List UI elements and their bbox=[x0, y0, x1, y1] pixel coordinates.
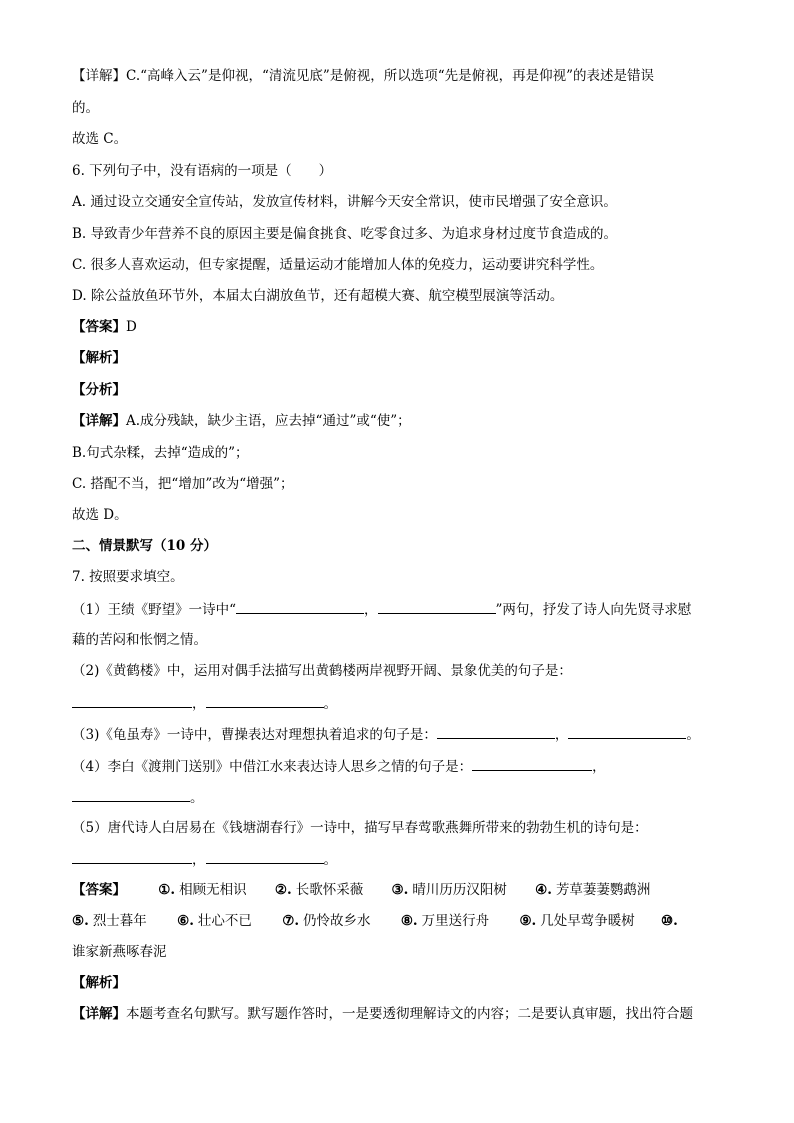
answer-item: ⑥. 壮心不已 bbox=[177, 913, 252, 929]
item-5: （5）唐代诗人白居易在《钱塘湖春行》一诗中，描写早春莺歌燕舞所带来的勃勃生机的诗句是： bbox=[72, 820, 648, 836]
item-1-cont: 藉的苦闷和怅惘之情。 bbox=[72, 632, 207, 648]
text-line: 故选 C。 bbox=[72, 131, 128, 147]
detail-text: A.成分残缺，缺少主语，应去掉“通过”或“使”； bbox=[126, 413, 411, 429]
blank-field[interactable] bbox=[568, 724, 686, 739]
item-3-prefix: （3)《龟虽寿》一诗中，曹操表达对理想执着追求的句子是： bbox=[72, 727, 437, 743]
item-1-suffix: ”两句，抒发了诗人向先贤寻求慰 bbox=[495, 602, 692, 618]
answer-label: 【答案】 bbox=[72, 882, 126, 898]
detail-b: B.句式杂糅，去掉“造成的”； bbox=[72, 445, 249, 461]
question-6: 6. 下列句子中，没有语病的一项是（ ） bbox=[72, 163, 333, 179]
period: 。 bbox=[323, 852, 337, 868]
answer-item: ⑤. 烈士暮年 bbox=[72, 913, 147, 929]
option-d: D. 除公益放鱼环节外，本届太白湖放鱼节，还有超模大赛、航空模型展演等活动。 bbox=[72, 288, 564, 304]
answer-item: ③. 晴川历历汉阳树 bbox=[391, 882, 507, 898]
blank-field[interactable] bbox=[72, 787, 190, 802]
question-7: 7. 按照要求填空。 bbox=[72, 569, 184, 585]
blank-field[interactable] bbox=[472, 756, 592, 771]
item-4-prefix: （4）李白《渡荆门送别》中借江水来表达诗人思乡之情的句子是： bbox=[72, 759, 473, 775]
final-detail bbox=[72, 1004, 693, 1024]
conclusion: 故选 D。 bbox=[72, 507, 128, 523]
answer-item: ⑧. 万里送行舟 bbox=[400, 913, 490, 929]
answers-row-2 bbox=[72, 911, 682, 931]
analysis-label: 【解析】 bbox=[72, 350, 126, 366]
answer-10-cont: 谁家新燕啄春泥 bbox=[72, 944, 167, 960]
detail-label: 【详解】 bbox=[72, 413, 126, 429]
item-1-prefix: （1）王绩《野望》一诗中“ bbox=[72, 602, 236, 618]
item-4-cont bbox=[72, 787, 204, 808]
blank-field[interactable] bbox=[206, 693, 324, 708]
analysis-label: 【解析】 bbox=[72, 975, 126, 991]
item-3 bbox=[72, 724, 700, 745]
blank-field[interactable] bbox=[72, 849, 192, 864]
period: 。 bbox=[190, 790, 204, 806]
item-2-blanks bbox=[72, 693, 337, 714]
detail-text: 本题考查名句默写。默写题作答时，一是要透彻理解诗文的内容；二是要认真审题，找出符合题 bbox=[126, 1006, 693, 1022]
comma: ， bbox=[592, 759, 606, 775]
answer-item: ②. 长歌怀采薇 bbox=[274, 882, 364, 898]
item-2: （2)《黄鹤楼》中，运用对偶手法描写出黄鹤楼两岸视野开阔、景象优美的句子是： bbox=[72, 663, 572, 679]
answer-item: ⑩. bbox=[661, 913, 678, 929]
item-4 bbox=[72, 756, 606, 777]
answer-item: ④. 芳草萋萋鹦鹉洲 bbox=[535, 882, 651, 898]
blank-field[interactable] bbox=[378, 599, 496, 614]
period: 。 bbox=[686, 727, 700, 743]
text-line: 的。 bbox=[72, 100, 99, 116]
answer-label: 【答案】 bbox=[72, 319, 126, 335]
detail-line bbox=[72, 411, 411, 431]
detail-c: C. 搭配不当，把“增加”改为“增强”； bbox=[72, 476, 294, 492]
blank-field[interactable] bbox=[236, 599, 364, 614]
comma: ， bbox=[364, 602, 378, 618]
item-5-blanks bbox=[72, 849, 337, 870]
section-heading: 二、情景默写（10 分） bbox=[72, 538, 217, 554]
option-b: B. 导致青少年营养不良的原因主要是偏食挑食、吃零食过多、为追求身材过度节食造成的。 bbox=[72, 226, 618, 242]
text-line: 【详解】C.“高峰入云”是仰视，“清流见底”是俯视，所以选项“先是俯视，再是仰视”的表述是错误 bbox=[72, 68, 655, 84]
comma: ， bbox=[554, 727, 569, 743]
answer-item: ⑨. 几处早莺争暖树 bbox=[519, 913, 635, 929]
comma: ， bbox=[192, 696, 206, 712]
breakdown-label: 【分析】 bbox=[72, 382, 126, 398]
blank-field[interactable] bbox=[72, 693, 192, 708]
item-1 bbox=[72, 599, 691, 620]
blank-field[interactable] bbox=[437, 724, 555, 739]
answer-item: ①. 相顾无相识 bbox=[158, 882, 247, 898]
answer-line bbox=[72, 317, 137, 337]
comma: ， bbox=[192, 852, 206, 868]
detail-label: 【详解】 bbox=[72, 1006, 126, 1022]
answer-item: ⑦. 仍怜故乡水 bbox=[282, 913, 371, 929]
option-c: C. 很多人喜欢运动，但专家提醒，适量运动才能增加人体的免疫力，运动要讲究科学性。 bbox=[72, 257, 604, 273]
answer-value: D bbox=[126, 319, 137, 335]
blank-field[interactable] bbox=[206, 849, 324, 864]
period: 。 bbox=[323, 696, 337, 712]
answers-row-1 bbox=[72, 880, 650, 900]
option-a: A. 通过设立交通安全宣传站，发放宣传材料，讲解今天安全常识，使市民增强了安全意识。 bbox=[72, 194, 617, 210]
